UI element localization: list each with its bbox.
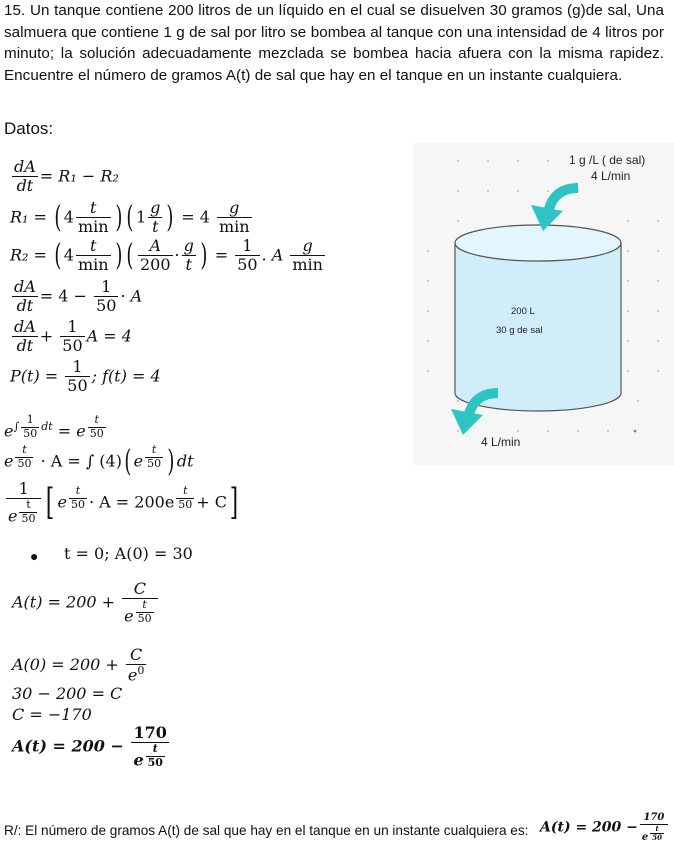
eq-line-4: $\frac{dA}{dt}$ = 4 − $\frac{1}{50}$ · A [14,277,143,316]
tank-diagram [413,143,674,465]
tank-volume-label: 200 L [511,306,535,317]
eq-line-1: $\frac{dA}{dt}$ = R₁ − R₂ [14,157,119,196]
eq-line-5: $\frac{dA}{dt}$ + $\frac{1}{50}$ A = 4 [14,317,132,356]
inflow-concentration-label: 1 g /L ( de sal) [569,153,646,167]
tank-diagram-svg [413,143,674,465]
eq-final: A(t) = 200 − 170 e $^{\frac{t}{50}}$ [12,724,171,770]
outflow-arrowhead [451,409,483,435]
eq-line-12: A(0) = 200 + $\frac{C}{e^0}$ [12,645,145,685]
problem-statement: 15. Un tanque contiene 200 litros de un líquido en el cual se disuelven 30 gramos (g)de sal, Una salmuera que contiene 1 g de sal por litro se bombea al tanque con una intensidad de 4 litros por minuto; la solución adecuadamente mezclada se bombea hacia afuera con la misma rapidez. Encuentre el número de gramos A(t) de sal que hay en el tanque en un instante cualquiera. [4,2,664,84]
eq-line-2: R₁ = ( 4 $\frac{t}{\min}$ ) ( 1 $\frac{g}{t}$ ) = 4 $\frac{g}{\min}$ [10,198,250,237]
eq-line-7: $e^{\int \frac{1}{50} dt} = e$ $^{\frac{t}{50}}$ [4,413,104,441]
outflow-rate-label: 4 L/min [481,435,521,449]
bullet-dot: ● [30,548,39,564]
tank-salt-label: 30 g de sal [496,325,543,336]
eq-line-6: P(t) = $\frac{1}{50}$ ; f(t) = 4 [10,357,161,396]
eq-line-14: C = −170 [12,705,92,724]
answer-text: R/: El número de gramos A(t) de sal que hay en el tanque en un instante cualquiera es: [4,823,529,838]
eq-line-10: t = 0; A(0) = 30 [64,544,193,563]
eq-line-13: 30 − 200 = C [12,684,123,703]
eq-line-8: e $^{\frac{t}{50}}$ · A = ∫ (4)( e $^{\frac{t}{50}}$ ) dt [4,443,194,479]
answer-formula: A(t) = 200 − 170 e $^{\frac{t}{50}}$ [540,812,670,843]
tank-top [455,225,621,261]
inflow-rate-label: 4 L/min [591,169,631,183]
eq-line-11: A(t) = 200 + C e $^{\frac{t}{50}}$ [12,580,160,626]
eq-line-3: R₂ = ( 4 $\frac{t}{\min}$ ) ( $\frac{A}{200}$ · $\frac{g}{t}$ ) = $\frac{1}{50}$ . A $\frac{g}{\min}$ [10,236,323,275]
eq-line-9: 1 e $^{\frac{t}{50}}$ [ e $^{\frac{t}{50}}$ · A = 200e $^{\frac{t}{50}}$ + C] [8,479,239,526]
datos-label: Datos: [4,119,54,138]
